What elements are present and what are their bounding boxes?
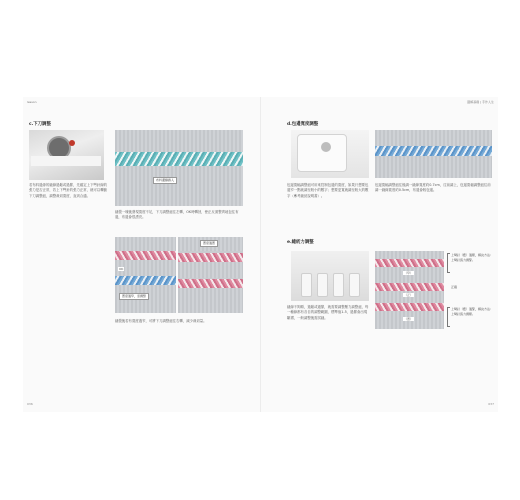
bracket-top <box>447 253 450 273</box>
paragraph-c3: 縫製後若有寬度過窄，可將下刀調整鈕往右轉，減少裁切量。 <box>115 319 207 323</box>
stitch-band-blue <box>115 276 176 285</box>
photo-width-machine <box>291 130 369 178</box>
book-spread <box>23 97 497 412</box>
photo-thread-spools <box>291 251 369 301</box>
indicator-shape <box>69 140 75 146</box>
stitch-band-pink <box>115 251 176 260</box>
photo-stitch-sample-main <box>115 130 243 206</box>
photo-lower-knife-machine <box>29 130 104 180</box>
section-c-title: c.下刀調整 <box>29 122 51 127</box>
section-d-title: d.包邊寬度調整 <box>287 122 319 127</box>
running-header-right: 圖解基礎 | 手作人生 <box>467 100 494 104</box>
paragraph-d2: 包邊寬幅調整鈕往後調一縫線寬度約0.7cm，往前調上，包邊寬幅調整鈕往前調一縫線寬度約0.5cm，布邊會較包邊。 <box>375 183 491 193</box>
callout-main: 布料邊緣捲入 <box>153 177 177 184</box>
section-e-title: e.縫紉力調整 <box>287 240 314 245</box>
label-ok: OK <box>119 267 124 271</box>
photo-stitch-sample-left <box>115 237 176 313</box>
label-normal: （正） <box>404 293 414 297</box>
stitch-band-teal <box>115 152 243 166</box>
running-header-left: lesson <box>27 100 37 104</box>
photo-width-sample <box>375 130 492 178</box>
callout-top: 寬度過寬 <box>200 240 218 247</box>
paragraph-c2: 縫製一塊後發現寬度不足，下刀調整鈕往左轉，OK時轉回，使正反面整齊地包住布邊，布邊會很漂亮。 <box>115 210 239 220</box>
label-wide: （寬） <box>404 317 414 321</box>
note-top: 上彎針（藍）過鬆，解決方法：上彎針張力調緊。 <box>451 253 494 262</box>
note-bottom: 上彎針（藍）過緊，解決方法：上彎針張力調鬆。 <box>451 307 494 316</box>
paragraph-e1: 縫線不夠順，過鬆或過緊，就需要調整壓力調整鈕，每一種線都有各自的調整範圍，標準值1-5，過緊會出現皺褶，一般調整後需試縫。 <box>287 305 369 320</box>
label-narrow: （窄） <box>404 271 414 275</box>
page-number-right: 037 <box>488 402 494 406</box>
machine-body-shape <box>297 134 347 172</box>
page-number-left: 036 <box>27 402 33 406</box>
callout-bottom: 寬度過窄，需調整 <box>119 293 149 300</box>
bracket-bottom <box>447 307 450 327</box>
knob-shape <box>321 142 331 152</box>
paragraph-c1: 若布料邊緣的縫線過鬆或過緊，先確定上下彎針線的張力是否正常，若上下彎針的張力正常，就可以轉動下刀調整鈕，調整裁切寬度，直到合適。 <box>29 183 107 198</box>
plate-shape <box>31 156 101 166</box>
photo-stitch-sample-right <box>178 237 243 313</box>
note-mid: 正確 <box>451 285 458 289</box>
photo-tension-samples <box>375 251 444 329</box>
left-page <box>23 97 260 412</box>
paragraph-d1: 包邊寬幅調整鈕可用來控制包邊的寬度，如果只想要包邊窄一點就調至較小的數字；想要更寬就調至較大的數字（參考縫紉說明書）。 <box>287 183 369 198</box>
right-page <box>260 97 498 412</box>
